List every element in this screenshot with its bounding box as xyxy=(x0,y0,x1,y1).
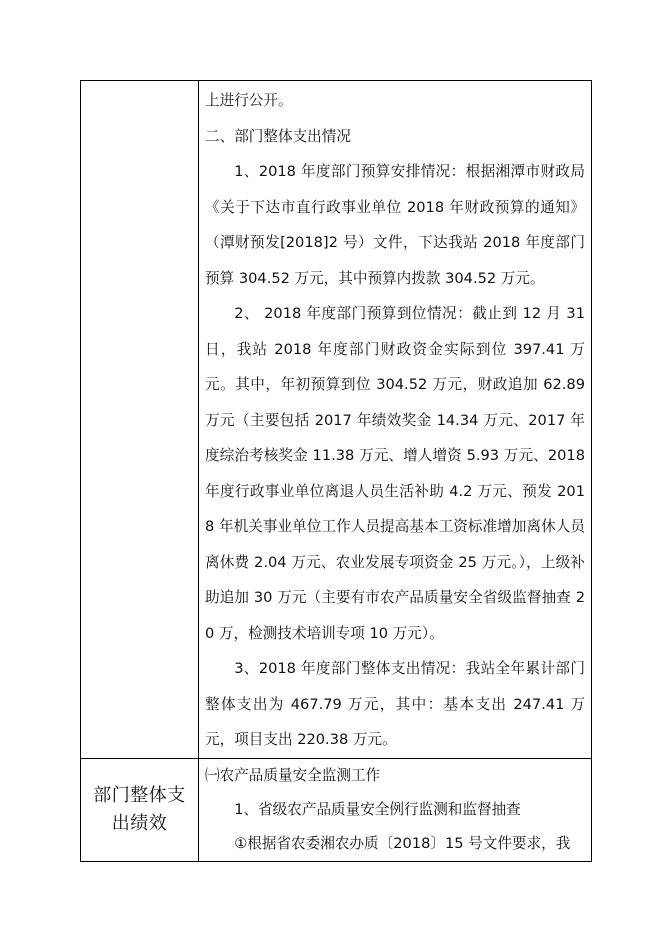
content-cell-expenditure-overview xyxy=(199,81,592,759)
section-heading-overall-expenditure: 二、部门整体支出情况 xyxy=(205,127,351,145)
paragraph-budget-allocation: 2、 2018 年度部门预算到位情况：截止到 12 月 31 日，我站 2018 年度部门财政资金实际到位 397.41 万元。其中，年初预算到位 304.52 万元，财政追加 62.89 万元（主要包括 2017 年绩效奖金 14.34 万元、2017 年度综治考核奖金 11.38 万元、增人增资 5.93 万元、2018 年度行政事业单位离退人员生活补助 4.2 万元、预发 2018 年机关事业单位工作人员提高基本工资标准增加离休人员离休费 2.04 万元、农业发展专项资金 25 万元。），上级补助追加 30 万元（主要有市农产品质量安全省级监督抽查 20 万，检测技术培训专项 10 万元）。 xyxy=(205,305,585,642)
paragraph-continuation: 上进行公开。 xyxy=(205,92,293,109)
subheading-quality-monitoring: ㈠农产品质量安全监测工作 xyxy=(205,766,381,784)
content-cell-performance xyxy=(199,758,592,861)
subheading-provincial-monitoring: 1、省级农产品质量安全例行监测和监督抽查 xyxy=(234,800,521,818)
label-cell-empty xyxy=(81,81,199,759)
performance-report-table xyxy=(80,80,592,862)
label-cell-performance xyxy=(81,758,199,861)
row-label: 部门整体支出绩效 xyxy=(93,784,186,834)
paragraph-document-requirement: ①根据省农委湘农办质〔2018〕15 号文件要求，我 xyxy=(234,834,571,852)
table-row-expenditure-performance xyxy=(81,758,592,861)
table-row-expenditure-overview xyxy=(81,81,592,759)
paragraph-budget-arrangement: 1、2018 年度部门预算安排情况：根据湘潭市财政局《关于下达市直行政事业单位 2018 年财政预算的通知》（潭财预发[2018]2 号）文件，下达我站 2018 年度部门预算 304.52 万元，其中预算内拨款 304.52 万元。 xyxy=(205,163,585,287)
paragraph-overall-expenditure: 3、2018 年度部门整体支出情况：我站全年累计部门整体支出为 467.79 万元，其中：基本支出 247.41 万元，项目支出 220.38 万元。 xyxy=(205,660,585,748)
